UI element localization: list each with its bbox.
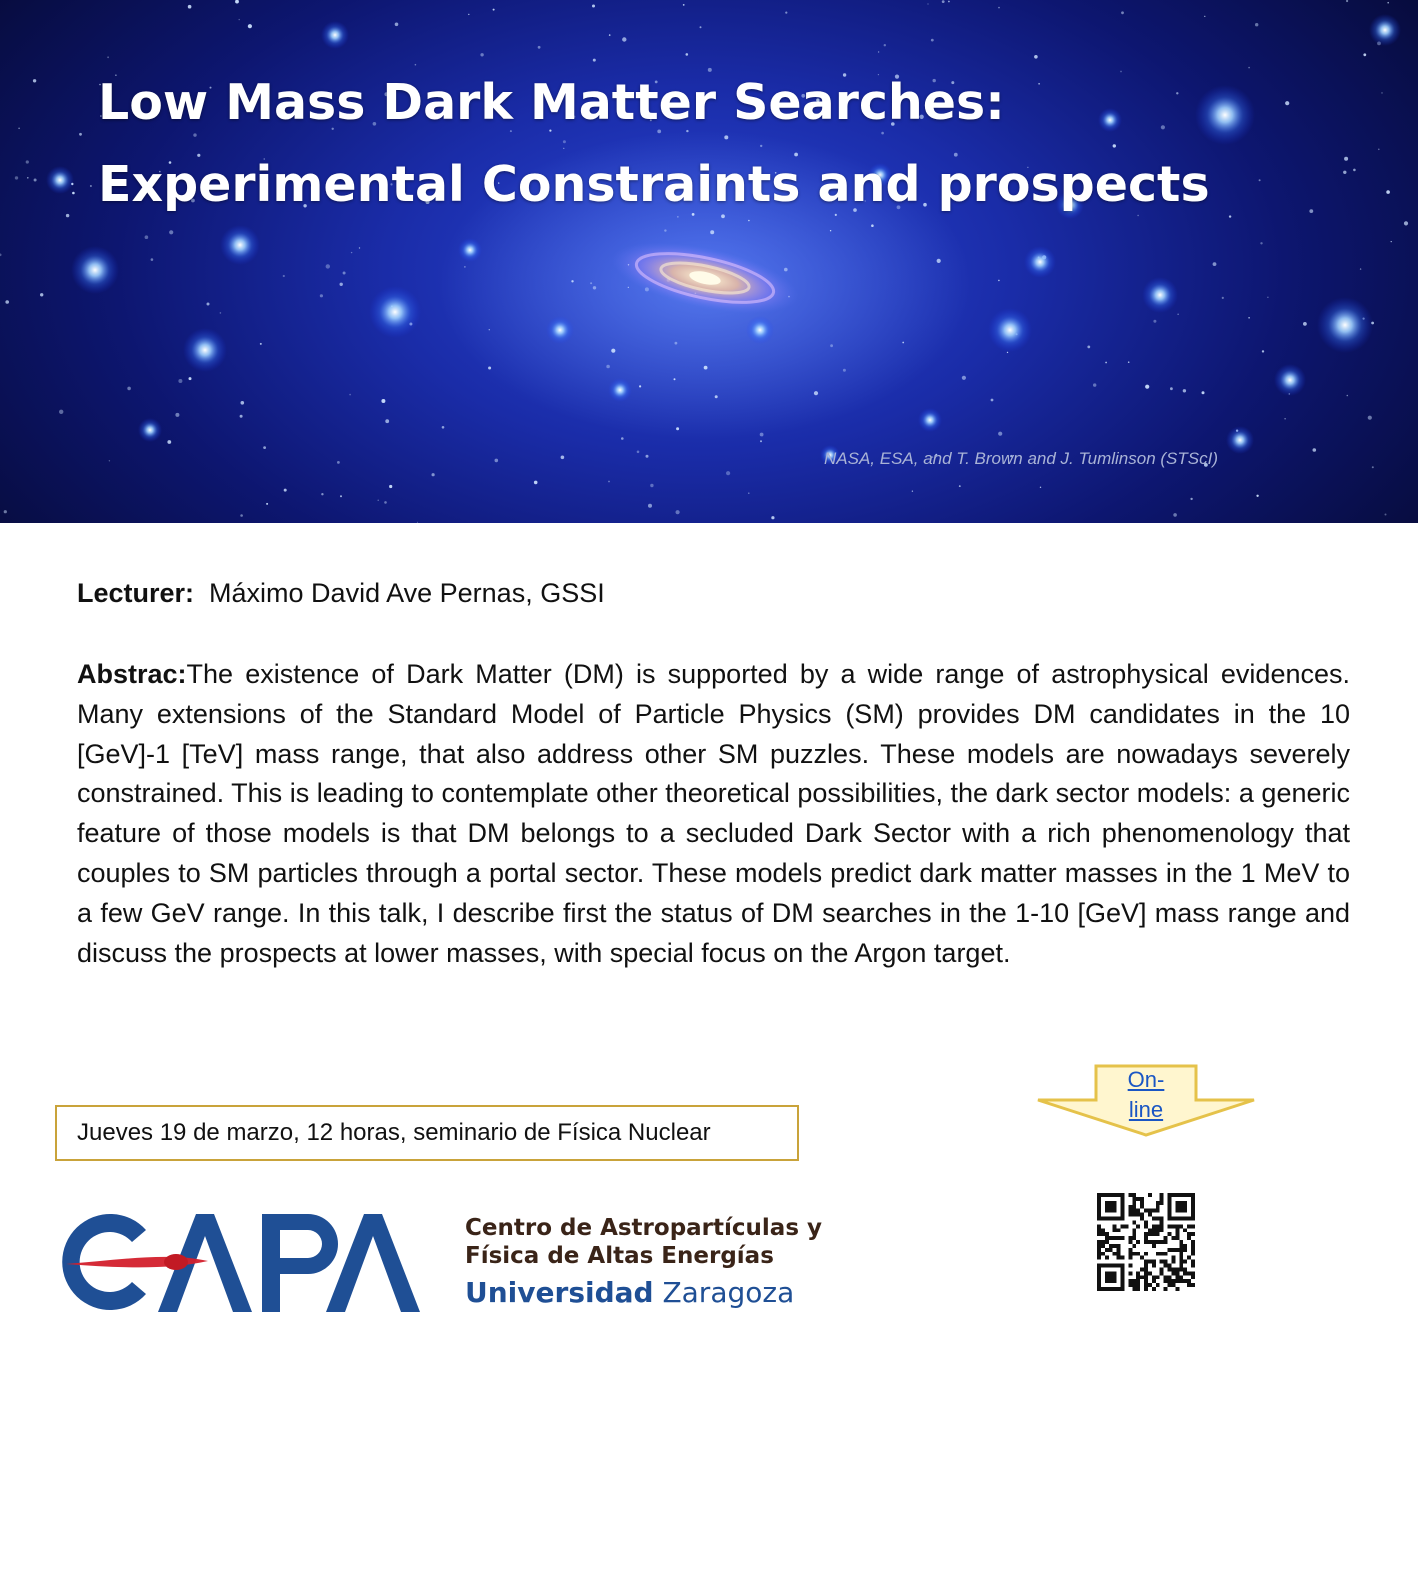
qr-code-icon[interactable]: [1097, 1193, 1195, 1291]
university-regular: Zaragoza: [662, 1276, 795, 1309]
university-name: [465, 1276, 822, 1310]
galaxy-image: [606, 229, 804, 327]
online-link-line1: On-: [1127, 1067, 1165, 1092]
institution-line1: Centro de Astropartículas y: [465, 1215, 823, 1241]
abstract-label: Abstrac:: [77, 659, 187, 689]
abstract-paragraph: [77, 655, 1350, 973]
image-credit: NASA, ESA, and T. Brown and J. Tumlinson (STScI): [824, 449, 1218, 468]
institution-name: [465, 1214, 822, 1310]
lecturer-line: [77, 578, 605, 609]
university-bold: Universidad: [465, 1276, 654, 1309]
talk-title: [98, 62, 1210, 226]
talk-title-line2: Experimental Constraints and prospects: [98, 156, 1210, 213]
online-link-line2: line: [1128, 1097, 1164, 1122]
header-banner: [0, 0, 1418, 523]
online-link[interactable]: [1120, 1065, 1172, 1125]
institution-line2: Física de Altas Energías: [465, 1243, 774, 1269]
lecturer-name: Máximo David Ave Pernas, GSSI: [209, 578, 605, 608]
capa-logo: [58, 1208, 443, 1316]
abstract-text: The existence of Dark Matter (DM) is supported by a wide range of astrophysical evidences. Many extensions of the Standard Model of Particle Physics (SM) provides DM candidates in the 10 [GeV]-1 [TeV] mass range, that also address other SM puzzles. These models are nowadays severely constrained. This is leading to contemplate other theoretical possibilities, the dark sector models: a generic feature of those models is that DM belongs to a secluded Dark Sector with a rich phenomenology that couples to SM particles through a portal sector. These models predict dark matter masses in the 1 MeV to a few GeV range. In this talk, I describe first the status of DM searches in the 1-10 [GeV] mass range and discuss the prospects at lower masses, with special focus on the Argon target.: [77, 659, 1350, 968]
event-details-box: Jueves 19 de marzo, 12 horas, seminario de Física Nuclear: [55, 1105, 799, 1161]
talk-title-line1: Low Mass Dark Matter Searches:: [98, 74, 1005, 131]
lecturer-label: Lecturer:: [77, 578, 195, 608]
